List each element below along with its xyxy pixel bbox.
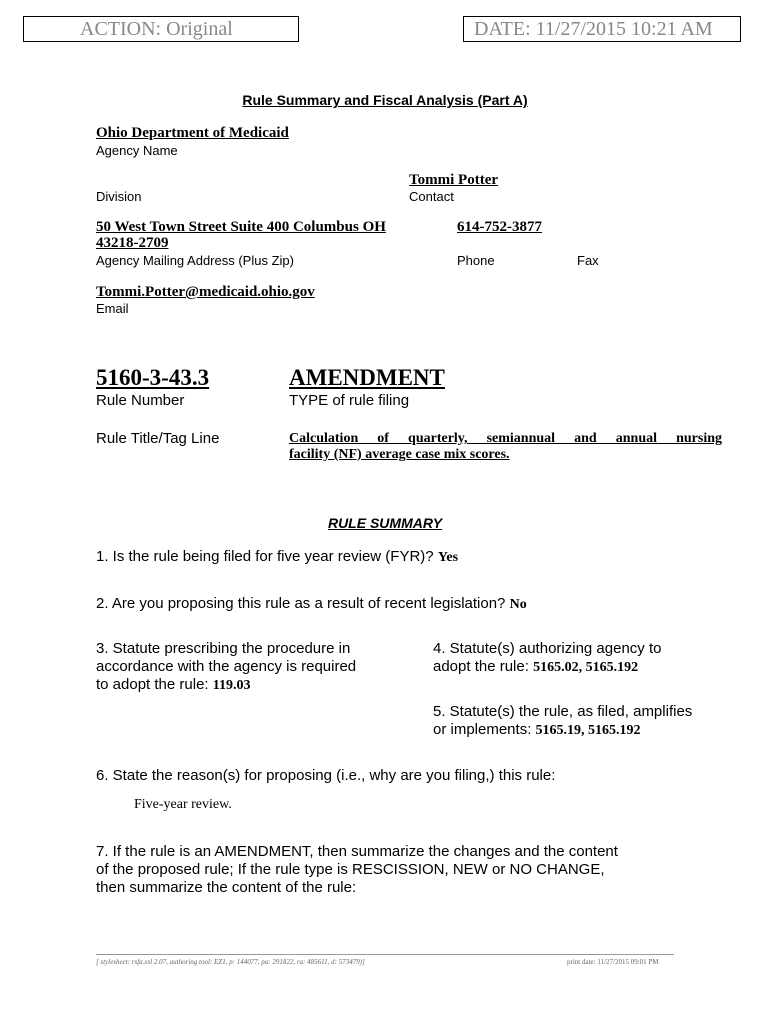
address-line1: 50 West Town Street Suite 400 Columbus OH — [96, 219, 386, 235]
agency-name-label: Agency Name — [96, 143, 178, 158]
question-1-text: 1. Is the rule being filed for five year review (FYR)? — [96, 548, 434, 565]
page-title: Rule Summary and Fiscal Analysis (Part A) — [242, 92, 528, 108]
question-4-line2 — [433, 658, 638, 676]
rule-title-line2: facility (NF) average case mix scores. — [289, 447, 510, 462]
fax-label: Fax — [577, 253, 599, 268]
answer-1: Yes — [437, 550, 459, 565]
email-label: Email — [96, 301, 129, 316]
phone-value: 614-752-3877 — [457, 219, 542, 235]
rule-summary-heading: RULE SUMMARY — [327, 515, 443, 531]
email-value: Tommi.Potter@medicaid.ohio.gov — [96, 284, 315, 300]
question-5-line2 — [433, 721, 641, 739]
rule-type-label: TYPE of rule filing — [289, 392, 410, 409]
rule-title-label: Rule Title/Tag Line — [96, 430, 220, 447]
date-box — [463, 16, 741, 42]
agency-name-value: Ohio Department of Medicaid — [96, 125, 289, 141]
question-7-line2: of the proposed rule; If the rule type is RESCISSION, NEW or NO CHANGE, — [96, 861, 605, 878]
rule-number-label: Rule Number — [96, 392, 185, 409]
action-box — [23, 16, 299, 42]
question-7-line3: then summarize the content of the rule: — [96, 879, 357, 896]
question-3-line2: accordance with the agency is required — [96, 658, 357, 675]
answer-5: 5165.19, 5165.192 — [535, 723, 641, 738]
action-text: ACTION: Original — [80, 18, 233, 40]
question-2 — [96, 595, 527, 613]
footer-stylesheet-info: [ stylesheet: rsfa.xsl 2.07, authoring tool: EZ1, p: 144077, pa: 291822, ra: 485611, d: 573479)] — [96, 958, 365, 966]
contact-value: Tommi Potter — [409, 172, 499, 188]
question-5-text: or implements: — [433, 721, 532, 738]
answer-3: 119.03 — [212, 678, 251, 693]
question-1 — [96, 548, 458, 566]
question-4-line1: 4. Statute(s) authorizing agency to — [433, 640, 662, 657]
question-6: 6. State the reason(s) for proposing (i.e., why are you filing,) this rule: — [96, 767, 556, 784]
division-label: Division — [96, 189, 142, 204]
question-3-line3 — [96, 676, 251, 694]
question-3-text: to adopt the rule: — [96, 676, 209, 693]
rule-type-value: AMENDMENT — [289, 365, 445, 390]
answer-6: Five-year review. — [134, 797, 232, 812]
question-5-line1: 5. Statute(s) the rule, as filed, amplifies — [433, 703, 693, 720]
date-text: DATE: 11/27/2015 10:21 AM — [474, 18, 713, 40]
question-7-line1: 7. If the rule is an AMENDMENT, then summarize the changes and the content — [96, 843, 618, 860]
question-3-line1: 3. Statute prescribing the procedure in — [96, 640, 351, 657]
rule-number-value: 5160-3-43.3 — [96, 365, 210, 390]
address-label: Agency Mailing Address (Plus Zip) — [96, 253, 294, 268]
footer-print-date: print date: 11/27/2015 09:01 PM — [567, 958, 659, 966]
answer-2: No — [509, 597, 527, 612]
footer-divider — [96, 954, 674, 955]
answer-4: 5165.02, 5165.192 — [533, 660, 639, 675]
address-line2: 43218-2709 — [96, 235, 169, 251]
phone-label: Phone — [457, 253, 495, 268]
question-4-text: adopt the rule: — [433, 658, 529, 675]
contact-label: Contact — [409, 189, 454, 204]
rule-title-line1: Calculation of quarterly, semiannual and annual nursing — [289, 431, 722, 446]
question-2-text: 2. Are you proposing this rule as a result of recent legislation? — [96, 595, 506, 612]
